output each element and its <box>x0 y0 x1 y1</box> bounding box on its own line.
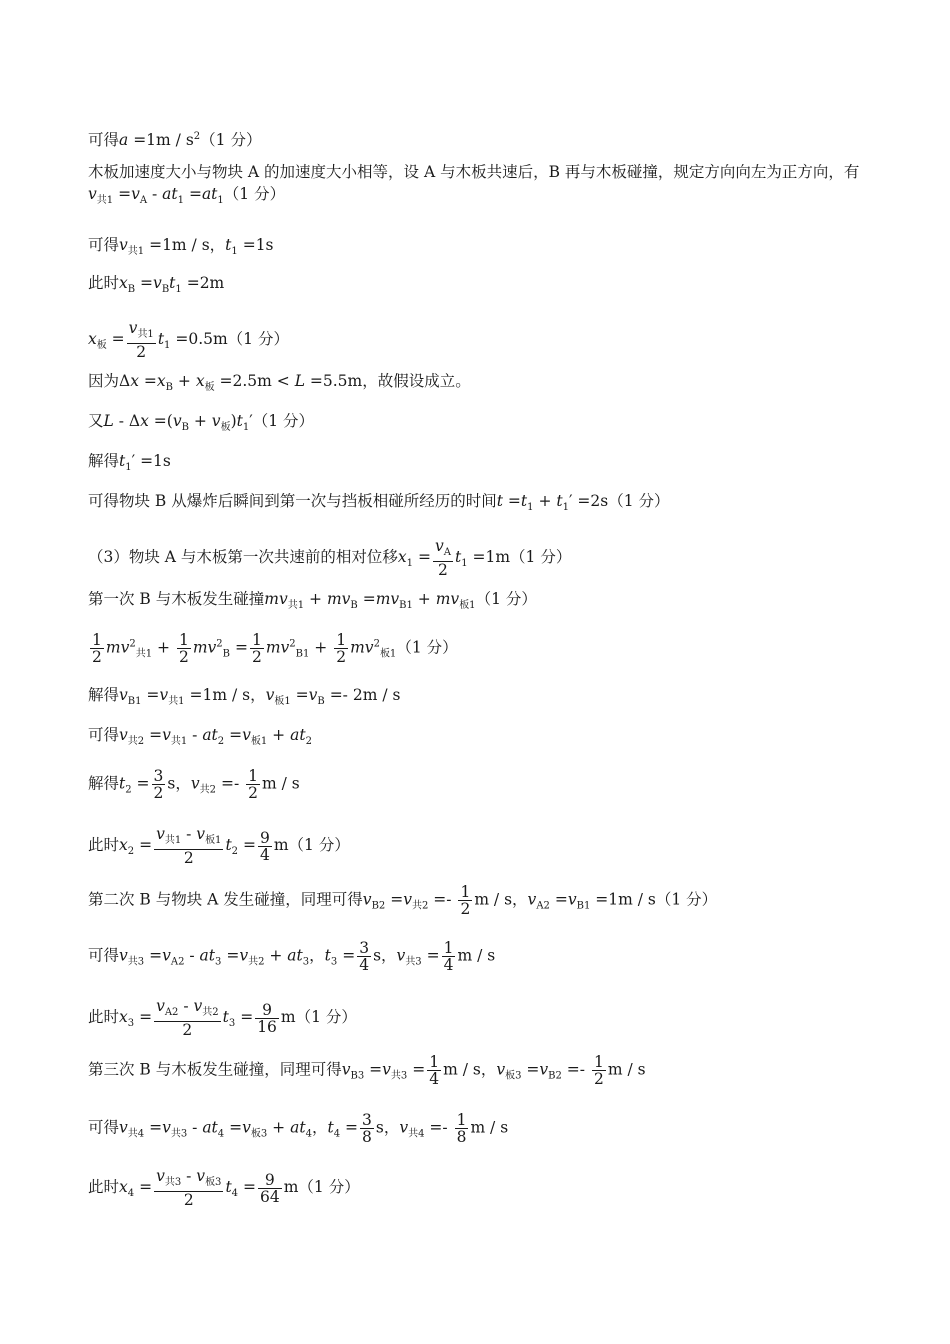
solution-line-2: 木板加速度大小与物块 A 的加速度大小相等，设 A 与木板共速后，B 再与木板碰撞，规定方向向左为正方向，有$v_{共1} =v_A - at_1 =at_1(1$ 分） <box>88 163 860 207</box>
solution-line-20: 第三次 B 与木板发生碰撞，同理可得$v_{B3} =v_{共3}$ = $\frac{1}{4}$ m / s，$v_{板3} =v_{B2}$ =- $\frac{1}{2}$ m / s <box>88 1053 646 1088</box>
solution-line-18: 可得$v_{共3} =v_{A2} - at_3 =v_{共2} + at_3$，$t_3$ = $\frac{3}{4}$ s，$v_{共3}$ = $\frac{1}{4}$ m / s <box>88 939 496 974</box>
solution-line-4: 此时$x_B =v_Bt_1 =2m$ <box>88 274 225 296</box>
solution-line-13: 解得$v_{B1} =v_{共1} =1m / s$，$v_{板1} =v_B =- 2m / s$ <box>88 686 401 708</box>
solution-line-17: 第二次 B 与物块 A 发生碰撞，同理可得$v_{B2} =v_{共2}$ =- $\frac{1}{2}$ m / s，$v_{A2} =v_{B1} =1m / s(1$ 分） <box>88 883 718 918</box>
solution-line-15: 解得$t_2$ = $\frac{3}{2}$ s，$v_{共2}$ =- $\frac{1}{2}$ m / s <box>88 767 300 802</box>
solution-line-7: 又$L - \Delta x =(v_B + v_板)t_1'(1$ 分） <box>88 412 315 434</box>
solution-line-1: 可得$a =1m / s^2(1$ 分） <box>88 131 262 150</box>
solution-line-5: $x_板$ = $\frac{v_{共1}}{2}$ $t_1 =0.5m(1$ 分） <box>88 319 289 362</box>
solution-line-22: 此时$x_4$ = $\frac{v_{共3} - v_{板3}}{2}$ $t_4$ = $\frac{9}{64}$ m（1 分） <box>88 1167 360 1210</box>
solution-line-11: 第一次 B 与木板发生碰撞$mv_{共1} + mv_B =mv_{B1} + mv_{板1}(1$ 分） <box>88 590 537 612</box>
solution-line-3: 可得$v_{共1} =1m / s$，$t_1 =1s$ <box>88 236 274 258</box>
solution-line-16: 此时$x_2$ = $\frac{v_{共1} - v_{板1}}{2}$ $t_2$ = $\frac{9}{4}$ m（1 分） <box>88 825 350 868</box>
solution-line-9: 可得物块 B 从爆炸后瞬间到第一次与挡板相碰所经历的时间$t =t_1 + t_1' =2s(1$ 分） <box>88 492 670 514</box>
solution-line-12: $\frac{1}{2}$ $mv^2_{共1}$ + $\frac{1}{2}$ $mv^2_B$ = $\frac{1}{2}$ $mv^2_{B1}$ + $\frac{1}{2}$ $mv^2_{板1}(1$ 分） <box>92 631 458 666</box>
solution-line-10: （3）物块 A 与木板第一次共速前的相对位移$x_1$ = $\frac{v_A}{2}$ $t_1 =1m(1$ 分） <box>88 537 572 580</box>
solution-line-21: 可得$v_{共4} =v_{共3} - at_4 =v_{板3} + at_4$，$t_4$ = $\frac{3}{8}$ s，$v_{共4}$ =- $\frac{1}{8}$ m / s <box>88 1111 509 1146</box>
solution-line-6: 因为$\Delta x =x_B + x_板 =2.5m < L =5.5m$，故假设成立。 <box>88 372 471 394</box>
solution-line-14: 可得$v_{共2} =v_{共1} - at_2 =v_{板1} + at_2$ <box>88 726 312 748</box>
solution-line-19: 此时$x_3$ = $\frac{v_{A2} - v_{共2}}{2}$ $t_3$ = $\frac{9}{16}$ m（1 分） <box>88 997 357 1040</box>
solution-line-8: 解得$t_1' =1s$ <box>88 452 171 474</box>
